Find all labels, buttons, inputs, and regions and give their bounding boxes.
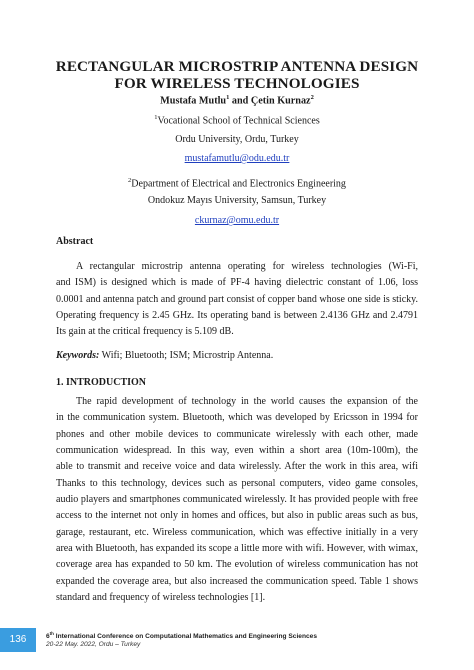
author-2: Çetin Kurnaz [250,95,311,107]
page-number-badge: 136 [0,628,36,652]
conference-ordinal: 6 [46,633,50,641]
paper-title [0,58,474,92]
section-heading-introduction: 1. INTRODUCTION [56,377,147,388]
intro-line: Thanks to this technology, devices such as personal computers, video game consoles, [56,477,418,489]
author-1-sup: 1 [226,94,230,101]
intro-line: communication widespread. In this way, even within a short area (10m-100m), the [56,445,418,457]
intro-line: access to the internet not only in homes and offices, but also in public areas such as bus, [56,510,418,522]
intro-line: The rapid development of technology in the world causes the expansion of the [76,396,418,407]
introduction-body [56,394,418,606]
affiliation-1-dept [0,112,474,127]
keywords-text: Wifi; Bluetooth; ISM; Microstrip Antenna. [99,350,274,361]
affiliation-2-dept [0,175,474,190]
affiliation-2-email [0,215,474,227]
abstract-line: Its gain at the critical frequency is 5.109 dB. [56,326,234,338]
intro-line: able to transmit and receive voice and data wirelessly. After the work in this area, wifi [56,461,418,473]
affiliation-2-sup: 2 [128,177,132,184]
conference-dates: 20-22 May. 2022, Ordu – Turkey [46,641,141,648]
intro-line: coverage area has expanded to 50 km. The evolution of wireless communication has not [56,559,418,571]
affiliation-2-dept-text: Department of Electrical and Electronics Engineering [131,178,346,190]
intro-line: garage, restaurant, etc. Wireless communication, which was effective initially in a very [56,526,418,538]
author-2-sup: 2 [310,94,314,101]
author-1: Mustafa Mutlu [160,95,227,107]
affiliation-1-sup: 1 [154,114,158,121]
title-line-2: FOR WIRELESS TECHNOLOGIES [114,75,360,92]
intro-line: standard and frequency of wireless technologies [1]. [56,592,266,604]
intro-line: phones and other mobile devices to communicate wirelessly with each other, made [56,428,418,440]
abstract-body [56,259,418,341]
email-link-2[interactable]: ckurnaz@omu.edu.tr [194,215,280,226]
affiliation-1-university: Ordu University, Ordu, Turkey [175,134,299,145]
abstract-line: A rectangular microstrip antenna operating for wireless technologies (Wi-Fi, [76,261,418,272]
intro-line: expanded the coverage area, but also increased the communication speed. Table 1 shows [56,575,418,587]
conference-name-text: International Conference on Computational Mathematics and Engineering Sciences [53,633,317,641]
abstract-line: Operating frequency is 2.45 GHz. Its operating band is between 2.4136 GHz and 2.4791 [56,310,418,322]
abstract-line: 0.0001 and antenna patch and ground part consist of copper band whose one side is sticky. [56,293,418,305]
conference-ordinal-sup: th [49,631,54,636]
affiliation-1-email [0,153,474,165]
intro-line: area with Bluetooth, has expanded its scope a little more with wifi. However, with wimax, [56,543,418,555]
conference-name [46,631,317,640]
affiliation-1-dept-text: Vocational School of Technical Sciences [157,115,320,127]
author-list [0,94,474,106]
intro-line: in the communication system. Bluetooth, which was developed by Ericsson in 1994 for [56,412,418,424]
keywords [56,350,273,361]
keywords-label: Keywords: [56,350,100,361]
affiliation-2-university: Ondokuz Mayıs University, Samsun, Turkey [147,195,327,206]
email-link-1[interactable]: mustafamutlu@odu.edu.tr [184,153,290,164]
intro-line: audio players and smartphones communicated wirelessly. It has provided people with free [56,494,418,506]
abstract-heading: Abstract [56,236,94,247]
author-conjunction: and [229,95,251,107]
title-line-1: RECTANGULAR MICROSTRIP ANTENNA DESIGN [55,58,419,75]
abstract-line: and ISM) is designed which is made of PF-4 having dielectric constant of 1.06, loss [56,277,418,289]
